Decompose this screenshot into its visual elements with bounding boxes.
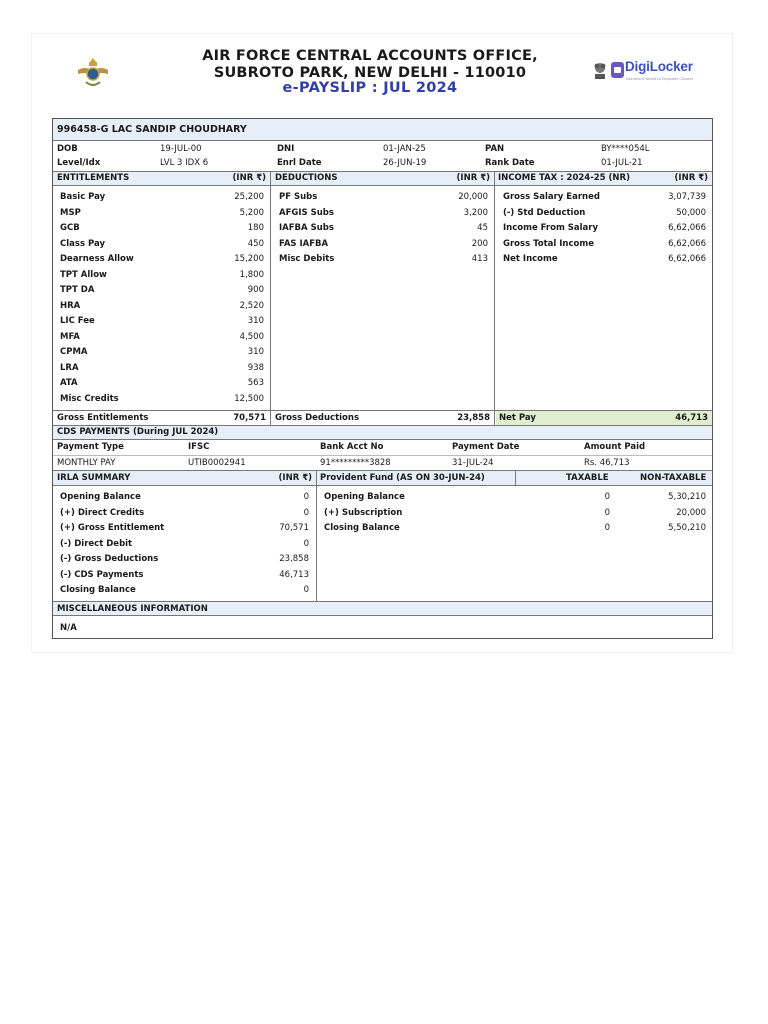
income-tax-label: Gross Salary Earned: [503, 192, 600, 202]
income-tax-value: 6,62,066: [668, 254, 706, 264]
entitlement-value: 5,200: [239, 207, 264, 218]
deduction-value: 45: [477, 223, 488, 233]
payslip-title: e-PAYSLIP : JUL 2024: [282, 80, 458, 96]
income-tax-label: Gross Total Income: [503, 238, 594, 249]
cds-header-payment-date: Payment Date: [452, 442, 520, 452]
rank-value: 01-JUL-21: [601, 158, 643, 168]
irla-unit: (INR ₹): [278, 473, 312, 483]
income-tax-title: INCOME TAX : 2024-25 (NR): [498, 173, 630, 183]
gross-entitlements-value: 70,571: [233, 413, 266, 423]
irla-label: (-) CDS Payments: [60, 569, 144, 580]
dob-value: 19-JUL-00: [160, 144, 202, 154]
pf-taxable-value: 0: [604, 523, 610, 533]
entitlement-label: TPT Allow: [60, 269, 107, 280]
cds-amount-paid: Rs. 46,713: [584, 458, 630, 468]
pf-title: Provident Fund (AS ON 30-JUN-24): [320, 473, 485, 483]
income-tax-value: 6,62,066: [668, 238, 706, 249]
entitlement-label: Misc Credits: [60, 393, 119, 404]
office-address-line: SUBROTO PARK, NEW DELHI - 110010: [213, 65, 527, 81]
pan-label: PAN: [485, 144, 505, 154]
irla-value: 23,858: [279, 554, 309, 564]
entitlement-label: Class Pay: [60, 238, 105, 249]
pf-nontaxable-header: NON-TAXABLE: [640, 473, 707, 483]
deduction-value: 20,000: [458, 192, 488, 202]
pf-taxable-value: 0: [604, 492, 610, 502]
entitlement-value: 563: [247, 378, 264, 388]
cds-header-ifsc: IFSC: [188, 442, 210, 452]
pf-nontaxable-value: 20,000: [676, 507, 706, 518]
deductions-title: DEDUCTIONS: [275, 173, 338, 183]
deduction-label: FAS IAFBA: [279, 238, 329, 249]
cds-bank-acct: 91*********3828: [320, 458, 391, 468]
pf-label: (+) Subscription: [324, 507, 403, 518]
entitlement-value: 4,500: [239, 331, 264, 342]
entitlement-value: 1,800: [239, 269, 264, 280]
irla-value: 0: [303, 507, 309, 518]
rank-label: Rank Date: [485, 158, 535, 168]
income-tax-value: 50,000: [676, 207, 706, 218]
income-tax-unit: (INR ₹): [674, 173, 708, 183]
cds-payment-date: 31-JUL-24: [452, 458, 494, 468]
irla-label: (+) Direct Credits: [60, 507, 145, 518]
air-force-emblem-icon: [76, 56, 110, 90]
net-pay-value: 46,713: [675, 413, 708, 423]
gross-deductions-label: Gross Deductions: [275, 413, 360, 423]
entitlement-value: 15,200: [234, 254, 264, 264]
cds-title: CDS PAYMENTS (During JUL 2024): [57, 427, 219, 437]
cds-header-amount-paid: Amount Paid: [584, 442, 646, 452]
state-emblem-icon: [592, 59, 608, 81]
pf-taxable-value: 0: [604, 507, 610, 518]
deduction-label: PF Subs: [279, 192, 318, 202]
dni-label: DNI: [277, 144, 295, 154]
entitlements-title: ENTITLEMENTS: [57, 173, 130, 183]
entitlement-value: 310: [247, 347, 264, 357]
net-pay-label: Net Pay: [499, 413, 536, 423]
pf-nontaxable-value: 5,50,210: [668, 523, 706, 533]
irla-value: 46,713: [279, 569, 309, 580]
deduction-value: 200: [471, 238, 488, 249]
irla-value: 70,571: [279, 523, 309, 533]
income-tax-label: (-) Std Deduction: [503, 207, 586, 218]
income-tax-label: Net Income: [503, 254, 558, 264]
pan-value: BY****054L: [601, 144, 650, 154]
entitlement-label: GCB: [60, 223, 80, 233]
deduction-value: 413: [471, 254, 488, 264]
deduction-label: Misc Debits: [279, 254, 335, 264]
cds-payment-type: MONTHLY PAY: [57, 458, 116, 468]
entitlement-label: LIC Fee: [60, 316, 95, 326]
digilocker-logo: [592, 57, 716, 87]
irla-label: (-) Gross Deductions: [60, 554, 159, 564]
digilocker-cloud-icon: [610, 59, 625, 81]
cds-ifsc: UTIB0002941: [188, 458, 246, 468]
income-tax-value: 3,07,739: [668, 192, 706, 202]
enrl-value: 26-JUN-19: [383, 158, 427, 168]
irla-label: (-) Direct Debit: [60, 538, 133, 549]
pf-taxable-header: TAXABLE: [566, 473, 609, 483]
entitlement-label: MFA: [60, 331, 80, 342]
irla-value: 0: [303, 538, 309, 549]
entitlement-label: CPMA: [60, 347, 88, 357]
entitlement-label: MSP: [60, 207, 81, 218]
pf-label: Closing Balance: [324, 523, 400, 533]
entitlement-label: TPT DA: [60, 285, 95, 295]
income-tax-value: 6,62,066: [668, 223, 706, 233]
entitlement-value: 450: [247, 238, 264, 249]
income-tax-label: Income From Salary: [503, 223, 599, 233]
entitlement-value: 900: [247, 285, 264, 295]
dob-label: DOB: [57, 144, 78, 154]
irla-label: (+) Gross Entitlement: [60, 523, 165, 533]
deduction-value: 3,200: [463, 207, 488, 218]
entitlement-label: LRA: [60, 362, 79, 373]
irla-title: IRLA SUMMARY: [57, 473, 131, 483]
irla-label: Opening Balance: [60, 492, 141, 502]
enrl-label: Enrl Date: [277, 158, 322, 168]
entitlement-label: Dearness Allow: [60, 254, 134, 264]
misc-title: MISCELLANEOUS INFORMATION: [57, 604, 208, 614]
irla-value: 0: [303, 492, 309, 502]
cds-header-payment-type: Payment Type: [57, 442, 124, 452]
entitlement-label: Basic Pay: [60, 192, 106, 202]
deduction-label: IAFBA Subs: [279, 223, 334, 233]
digilocker-wordmark: DigiLocker: [625, 59, 693, 74]
entitlement-value: 2,520: [239, 300, 264, 311]
entitlement-value: 310: [247, 316, 264, 326]
deductions-unit: (INR ₹): [456, 173, 490, 183]
dni-value: 01-JAN-25: [383, 144, 426, 154]
entitlement-value: 180: [247, 223, 264, 233]
gross-entitlements-label: Gross Entitlements: [57, 413, 149, 423]
misc-text: N/A: [60, 623, 77, 633]
gross-deductions-value: 23,858: [457, 413, 490, 423]
pf-label: Opening Balance: [324, 492, 405, 502]
entitlement-value: 938: [247, 362, 264, 373]
digilocker-tagline: Document Wallet to Empower Citizens: [626, 77, 694, 81]
entitlement-value: 12,500: [234, 393, 264, 404]
entitlements-unit: (INR ₹): [232, 173, 266, 183]
entitlement-value: 25,200: [234, 192, 264, 202]
employee-id-name: 996458-G LAC SANDIP CHOUDHARY: [57, 124, 247, 135]
entitlement-label: ATA: [60, 378, 78, 388]
cds-header-bank-acct: Bank Acct No: [320, 442, 384, 452]
office-name-line1: AIR FORCE CENTRAL ACCOUNTS OFFICE,: [202, 48, 538, 64]
irla-value: 0: [303, 585, 309, 595]
deduction-label: AFGIS Subs: [279, 207, 334, 218]
level-label: Level/Idx: [57, 158, 101, 168]
entitlement-label: HRA: [60, 300, 81, 311]
level-value: LVL 3 IDX 6: [160, 158, 209, 168]
irla-label: Closing Balance: [60, 585, 136, 595]
pf-nontaxable-value: 5,30,210: [668, 492, 706, 502]
